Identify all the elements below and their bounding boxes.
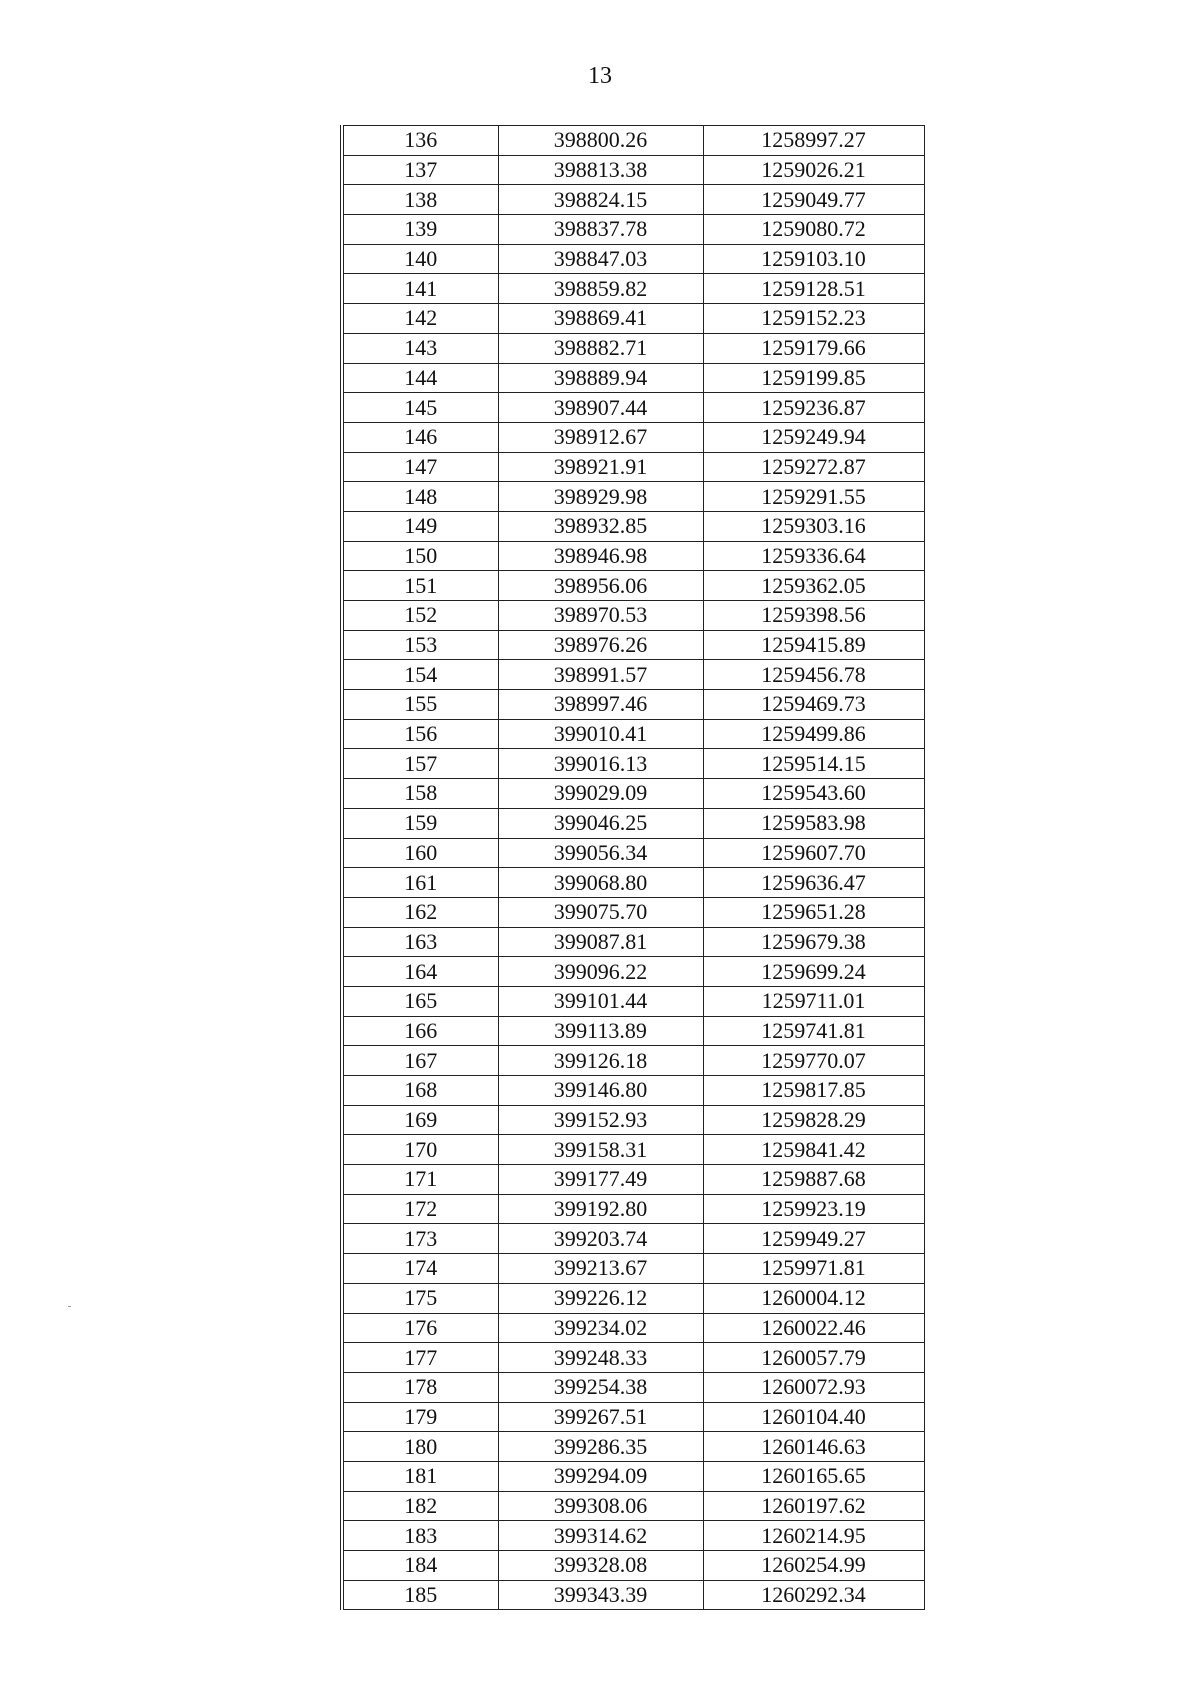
table-row — [342, 1432, 924, 1462]
table-row — [342, 1551, 924, 1581]
table-row — [342, 1372, 924, 1402]
coordinates-table-body — [342, 126, 924, 1610]
point-number-cell: 141 — [342, 274, 498, 304]
table-row — [342, 1224, 924, 1254]
table-row — [342, 1491, 924, 1521]
y-coordinate-cell: 1259971.81 — [703, 1254, 924, 1284]
y-coordinate-cell: 1259336.64 — [703, 541, 924, 571]
table-row — [342, 719, 924, 749]
point-number-cell: 137 — [342, 155, 498, 185]
table-row — [342, 1194, 924, 1224]
y-coordinate-cell: 1259199.85 — [703, 363, 924, 393]
y-coordinate-cell: 1260072.93 — [703, 1372, 924, 1402]
point-number-cell: 153 — [342, 630, 498, 660]
x-coordinate-cell: 399328.08 — [498, 1551, 703, 1581]
point-number-cell: 160 — [342, 838, 498, 868]
y-coordinate-cell: 1260022.46 — [703, 1313, 924, 1343]
point-number-cell: 142 — [342, 304, 498, 334]
table-row — [342, 690, 924, 720]
y-coordinate-cell: 1260004.12 — [703, 1283, 924, 1313]
y-coordinate-cell: 1259817.85 — [703, 1076, 924, 1106]
x-coordinate-cell: 398912.67 — [498, 422, 703, 452]
point-number-cell: 152 — [342, 601, 498, 631]
y-coordinate-cell: 1259741.81 — [703, 1016, 924, 1046]
x-coordinate-cell: 399152.93 — [498, 1105, 703, 1135]
x-coordinate-cell: 399010.41 — [498, 719, 703, 749]
x-coordinate-cell: 398800.26 — [498, 126, 703, 156]
table-row — [342, 1254, 924, 1284]
x-coordinate-cell: 398991.57 — [498, 660, 703, 690]
y-coordinate-cell: 1259949.27 — [703, 1224, 924, 1254]
x-coordinate-cell: 398929.98 — [498, 482, 703, 512]
y-coordinate-cell: 1259415.89 — [703, 630, 924, 660]
point-number-cell: 145 — [342, 393, 498, 423]
table-row — [342, 155, 924, 185]
x-coordinate-cell: 399286.35 — [498, 1432, 703, 1462]
point-number-cell: 149 — [342, 511, 498, 541]
table-row — [342, 1402, 924, 1432]
table-row — [342, 363, 924, 393]
x-coordinate-cell: 399267.51 — [498, 1402, 703, 1432]
y-coordinate-cell: 1259469.73 — [703, 690, 924, 720]
table-row — [342, 1313, 924, 1343]
x-coordinate-cell: 399213.67 — [498, 1254, 703, 1284]
point-number-cell: 173 — [342, 1224, 498, 1254]
point-number-cell: 175 — [342, 1283, 498, 1313]
point-number-cell: 138 — [342, 185, 498, 215]
point-number-cell: 148 — [342, 482, 498, 512]
table-row — [342, 1046, 924, 1076]
y-coordinate-cell: 1259456.78 — [703, 660, 924, 690]
table-row — [342, 333, 924, 363]
x-coordinate-cell: 398946.98 — [498, 541, 703, 571]
point-number-cell: 181 — [342, 1461, 498, 1491]
x-coordinate-cell: 399046.25 — [498, 808, 703, 838]
x-coordinate-cell: 399254.38 — [498, 1372, 703, 1402]
y-coordinate-cell: 1259152.23 — [703, 304, 924, 334]
y-coordinate-cell: 1259272.87 — [703, 452, 924, 482]
y-coordinate-cell: 1259362.05 — [703, 571, 924, 601]
y-coordinate-cell: 1259711.01 — [703, 986, 924, 1016]
table-row — [342, 1461, 924, 1491]
table-row — [342, 452, 924, 482]
point-number-cell: 182 — [342, 1491, 498, 1521]
x-coordinate-cell: 399087.81 — [498, 927, 703, 957]
x-coordinate-cell: 399029.09 — [498, 779, 703, 809]
point-number-cell: 168 — [342, 1076, 498, 1106]
x-coordinate-cell: 398921.91 — [498, 452, 703, 482]
table-row — [342, 601, 924, 631]
point-number-cell: 166 — [342, 1016, 498, 1046]
x-coordinate-cell: 398932.85 — [498, 511, 703, 541]
table-row — [342, 957, 924, 987]
table-row — [342, 422, 924, 452]
y-coordinate-cell: 1260197.62 — [703, 1491, 924, 1521]
table-row — [342, 1016, 924, 1046]
point-number-cell: 147 — [342, 452, 498, 482]
x-coordinate-cell: 399343.39 — [498, 1580, 703, 1610]
point-number-cell: 185 — [342, 1580, 498, 1610]
x-coordinate-cell: 399177.49 — [498, 1165, 703, 1195]
point-number-cell: 184 — [342, 1551, 498, 1581]
point-number-cell: 179 — [342, 1402, 498, 1432]
table-row — [342, 897, 924, 927]
y-coordinate-cell: 1259080.72 — [703, 215, 924, 245]
point-number-cell: 164 — [342, 957, 498, 987]
x-coordinate-cell: 399096.22 — [498, 957, 703, 987]
x-coordinate-cell: 398837.78 — [498, 215, 703, 245]
point-number-cell: 146 — [342, 422, 498, 452]
table-row — [342, 1165, 924, 1195]
x-coordinate-cell: 399248.33 — [498, 1343, 703, 1373]
table-row — [342, 1283, 924, 1313]
x-coordinate-cell: 399294.09 — [498, 1461, 703, 1491]
x-coordinate-cell: 399203.74 — [498, 1224, 703, 1254]
x-coordinate-cell: 398869.41 — [498, 304, 703, 334]
table-row — [342, 304, 924, 334]
table-row — [342, 1580, 924, 1610]
table-row — [342, 630, 924, 660]
x-coordinate-cell: 399146.80 — [498, 1076, 703, 1106]
point-number-cell: 183 — [342, 1521, 498, 1551]
page-number: 13 — [588, 63, 612, 89]
y-coordinate-cell: 1260214.95 — [703, 1521, 924, 1551]
table-row — [342, 808, 924, 838]
x-coordinate-cell: 398889.94 — [498, 363, 703, 393]
point-number-cell: 174 — [342, 1254, 498, 1284]
point-number-cell: 139 — [342, 215, 498, 245]
y-coordinate-cell: 1259679.38 — [703, 927, 924, 957]
x-coordinate-cell: 399113.89 — [498, 1016, 703, 1046]
point-number-cell: 170 — [342, 1135, 498, 1165]
point-number-cell: 156 — [342, 719, 498, 749]
x-coordinate-cell: 399308.06 — [498, 1491, 703, 1521]
y-coordinate-cell: 1260057.79 — [703, 1343, 924, 1373]
x-coordinate-cell: 399016.13 — [498, 749, 703, 779]
y-coordinate-cell: 1259236.87 — [703, 393, 924, 423]
y-coordinate-cell: 1259128.51 — [703, 274, 924, 304]
y-coordinate-cell: 1258997.27 — [703, 126, 924, 156]
y-coordinate-cell: 1259398.56 — [703, 601, 924, 631]
point-number-cell: 176 — [342, 1313, 498, 1343]
table-row — [342, 986, 924, 1016]
x-coordinate-cell: 399314.62 — [498, 1521, 703, 1551]
y-coordinate-cell: 1259887.68 — [703, 1165, 924, 1195]
table-row — [342, 749, 924, 779]
point-number-cell: 150 — [342, 541, 498, 571]
y-coordinate-cell: 1259841.42 — [703, 1135, 924, 1165]
x-coordinate-cell: 398956.06 — [498, 571, 703, 601]
y-coordinate-cell: 1259770.07 — [703, 1046, 924, 1076]
point-number-cell: 169 — [342, 1105, 498, 1135]
point-number-cell: 165 — [342, 986, 498, 1016]
x-coordinate-cell: 398907.44 — [498, 393, 703, 423]
y-coordinate-cell: 1259828.29 — [703, 1105, 924, 1135]
x-coordinate-cell: 399158.31 — [498, 1135, 703, 1165]
y-coordinate-cell: 1259583.98 — [703, 808, 924, 838]
point-number-cell: 155 — [342, 690, 498, 720]
x-coordinate-cell: 398882.71 — [498, 333, 703, 363]
y-coordinate-cell: 1259249.94 — [703, 422, 924, 452]
point-number-cell: 157 — [342, 749, 498, 779]
point-number-cell: 144 — [342, 363, 498, 393]
x-coordinate-cell: 399192.80 — [498, 1194, 703, 1224]
point-number-cell: 163 — [342, 927, 498, 957]
table-row — [342, 1521, 924, 1551]
point-number-cell: 154 — [342, 660, 498, 690]
y-coordinate-cell: 1259514.15 — [703, 749, 924, 779]
point-number-cell: 172 — [342, 1194, 498, 1224]
table-row — [342, 1105, 924, 1135]
y-coordinate-cell: 1259179.66 — [703, 333, 924, 363]
table-row — [342, 779, 924, 809]
point-number-cell: 158 — [342, 779, 498, 809]
x-coordinate-cell: 398970.53 — [498, 601, 703, 631]
point-number-cell: 171 — [342, 1165, 498, 1195]
y-coordinate-cell: 1260146.63 — [703, 1432, 924, 1462]
y-coordinate-cell: 1259636.47 — [703, 868, 924, 898]
y-coordinate-cell: 1260104.40 — [703, 1402, 924, 1432]
y-coordinate-cell: 1260292.34 — [761, 1582, 866, 1608]
point-number-cell: 177 — [342, 1343, 498, 1373]
point-number-cell: 151 — [342, 571, 498, 601]
x-coordinate-cell: 398859.82 — [498, 274, 703, 304]
x-coordinate-cell: 399068.80 — [498, 868, 703, 898]
table-row — [342, 571, 924, 601]
table-row — [342, 541, 924, 571]
table-row — [342, 511, 924, 541]
y-coordinate-cell: 1259923.19 — [703, 1194, 924, 1224]
y-coordinate-cell: 1259049.77 — [703, 185, 924, 215]
point-number-cell: 143 — [342, 333, 498, 363]
x-coordinate-cell: 398847.03 — [498, 244, 703, 274]
table-row — [342, 838, 924, 868]
x-coordinate-cell: 398813.38 — [498, 155, 703, 185]
x-coordinate-cell: 399126.18 — [498, 1046, 703, 1076]
x-coordinate-cell: 398997.46 — [498, 690, 703, 720]
point-number-cell: 161 — [342, 868, 498, 898]
table-row — [342, 660, 924, 690]
y-coordinate-cell: 1260165.65 — [703, 1461, 924, 1491]
y-coordinate-cell: 1259026.21 — [703, 155, 924, 185]
y-coordinate-cell: 1260254.99 — [703, 1551, 924, 1581]
table-row — [342, 215, 924, 245]
y-coordinate-cell: 1259303.16 — [703, 511, 924, 541]
point-number-cell: 140 — [342, 244, 498, 274]
x-coordinate-cell: 398976.26 — [498, 630, 703, 660]
coordinates-table — [340, 125, 925, 1610]
table-row — [342, 1343, 924, 1373]
x-coordinate-cell: 399234.02 — [498, 1313, 703, 1343]
table-row — [342, 185, 924, 215]
x-coordinate-cell: 399101.44 — [498, 986, 703, 1016]
x-coordinate-cell: 399075.70 — [498, 897, 703, 927]
table-row — [342, 482, 924, 512]
x-coordinate-cell: 399056.34 — [498, 838, 703, 868]
table-row — [342, 274, 924, 304]
scan-speck — [68, 1306, 71, 1307]
y-coordinate-cell: 1259499.86 — [703, 719, 924, 749]
point-number-cell: 136 — [342, 126, 498, 156]
table-row — [342, 244, 924, 274]
y-coordinate-cell: 1259699.24 — [703, 957, 924, 987]
point-number-cell: 159 — [342, 808, 498, 838]
table-row — [342, 868, 924, 898]
y-coordinate-cell: 1259607.70 — [703, 838, 924, 868]
y-coordinate-cell: 1259291.55 — [703, 482, 924, 512]
point-number-cell: 162 — [342, 897, 498, 927]
x-coordinate-cell: 399226.12 — [498, 1283, 703, 1313]
table-row — [342, 126, 924, 156]
point-number-cell: 167 — [342, 1046, 498, 1076]
y-coordinate-cell: 1259543.60 — [703, 779, 924, 809]
table-row — [342, 1076, 924, 1106]
point-number-cell: 180 — [342, 1432, 498, 1462]
x-coordinate-cell: 398824.15 — [498, 185, 703, 215]
table-row — [342, 393, 924, 423]
table-row — [342, 1135, 924, 1165]
point-number-cell: 178 — [342, 1372, 498, 1402]
y-coordinate-cell: 1259651.28 — [703, 897, 924, 927]
table-row — [342, 927, 924, 957]
y-coordinate-cell: 1259103.10 — [703, 244, 924, 274]
